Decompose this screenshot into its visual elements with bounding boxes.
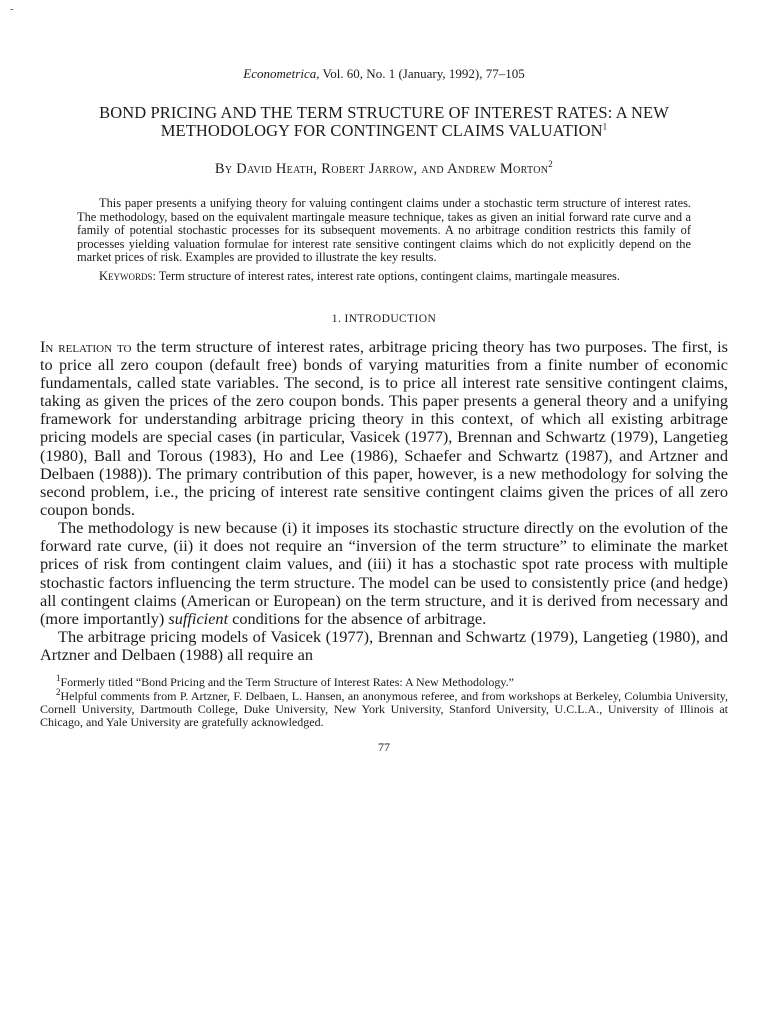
keywords-text: Term structure of interest rates, interest rate options, contingent claims, martingale measures. xyxy=(155,268,620,283)
corner-mark: - xyxy=(10,4,14,15)
paragraph-1-text: the term structure of interest rates, arbitrage pricing theory has two purposes. The first, is to price all zero coupon (default free) bonds of varying maturities from a finite number of economic fundamentals, called state variables. The second, is to price all interest rate sensitive contingent claims, taking as given the prices of the zero coupon bonds. This paper presents a general theory and a unifying framework for understanding arbitrage pricing theory in this context, of which all existing arbitrage pricing models are special cases (in particular, Vasicek (1977), Brennan and Schwartz (1979), Langetieg (1980), Ball and Torous (1983), Ho and Lee (1986), Schaefer and Schwartz (1987), and Artzner and Delbaen (1988)). The primary contribution of this paper, however, is a new methodology for solving the second problem, i.e., the pricing of interest rate sensitive contingent claims given the prices of all zero coupon bonds. xyxy=(40,336,728,519)
paragraph-3: The arbitrage pricing models of Vasicek (1977), Brennan and Schwartz (1979), Langetieg (1980), and Artzner and Delbaen (1988) all require an xyxy=(40,627,728,665)
paragraph-1 xyxy=(40,338,728,520)
paper-title-text: BOND PRICING AND THE TERM STRUCTURE OF INTEREST RATES: A NEW METHODOLOGY FOR CONTINGENT CLAIMS VALUATION xyxy=(99,103,669,140)
paragraph-2-end: conditions for the absence of arbitrage. xyxy=(228,608,487,628)
paragraph-2-text: The methodology is new because (i) it imposes its stochastic structure directly on the evolution of the forward rate curve, (ii) it does not require an “inversion of the term structure” to eliminate the market prices of risk from contingent claim values, and (iii) it has a stochastic spot rate process with multiple stochastic factors influencing the term structure. The model can be used to consistently price (and hedge) all contingent claims (American or European) on the term structure, and it is derived from necessary and (more importantly) xyxy=(40,518,728,628)
footnote-2 xyxy=(40,686,728,730)
paragraph-2-emphasis: sufficient xyxy=(168,608,229,628)
abstract xyxy=(77,197,691,284)
author-footnote-ref[interactable]: 2 xyxy=(548,159,554,170)
journal-details: , Vol. 60, No. 1 (January, 1992), 77–105 xyxy=(316,66,525,81)
footnote-2-text: Helpful comments from P. Artzner, F. Delbaen, L. Hansen, an anonymous referee, and from workshops at Berkeley, Columbia University, Cornell University, Dartmouth College, Duke University, New York University, Stanford University, U.C.L.A., University of Illinois at Chicago, and Yale University are gratefully acknowledged. xyxy=(40,688,728,729)
paragraph-1-lead: In relation to xyxy=(40,336,132,356)
keywords xyxy=(77,270,691,284)
paper-page xyxy=(40,0,728,1024)
section-heading: 1. INTRODUCTION xyxy=(331,312,437,325)
abstract-text: This paper presents a unifying theory for valuing contingent claims under a stochastic term structure of interest rates. The methodology, based on the equivalent martingale measure technique, takes as given an initial forward rate curve and a family of potential stochastic processes for its subsequent movements. A no arbitrage condition restricts this family of processes yielding valuation formulae for interest rate sensitive contingent claims which do not explicitly depend on the market prices of risk. Examples are provided to illustrate the key results. xyxy=(77,196,691,265)
author-names: By David Heath, Robert Jarrow, and Andrew Morton xyxy=(214,161,549,177)
body-text xyxy=(40,338,728,665)
journal-name: Econometrica xyxy=(243,66,317,81)
keywords-label: Keywords: xyxy=(99,268,156,283)
journal-header xyxy=(40,66,728,82)
footnotes xyxy=(40,673,728,729)
footnote-1-mark: 1 xyxy=(56,673,61,684)
footnote-1-text: Formerly titled “Bond Pricing and the Term Structure of Interest Rates: A New Methodology.” xyxy=(60,675,514,690)
title-footnote-ref[interactable]: 1 xyxy=(602,121,608,132)
page-number: 77 xyxy=(378,740,390,755)
footnote-2-mark: 2 xyxy=(56,686,61,697)
author-line xyxy=(40,161,728,178)
paper-title xyxy=(40,104,728,140)
paragraph-2 xyxy=(40,519,728,628)
